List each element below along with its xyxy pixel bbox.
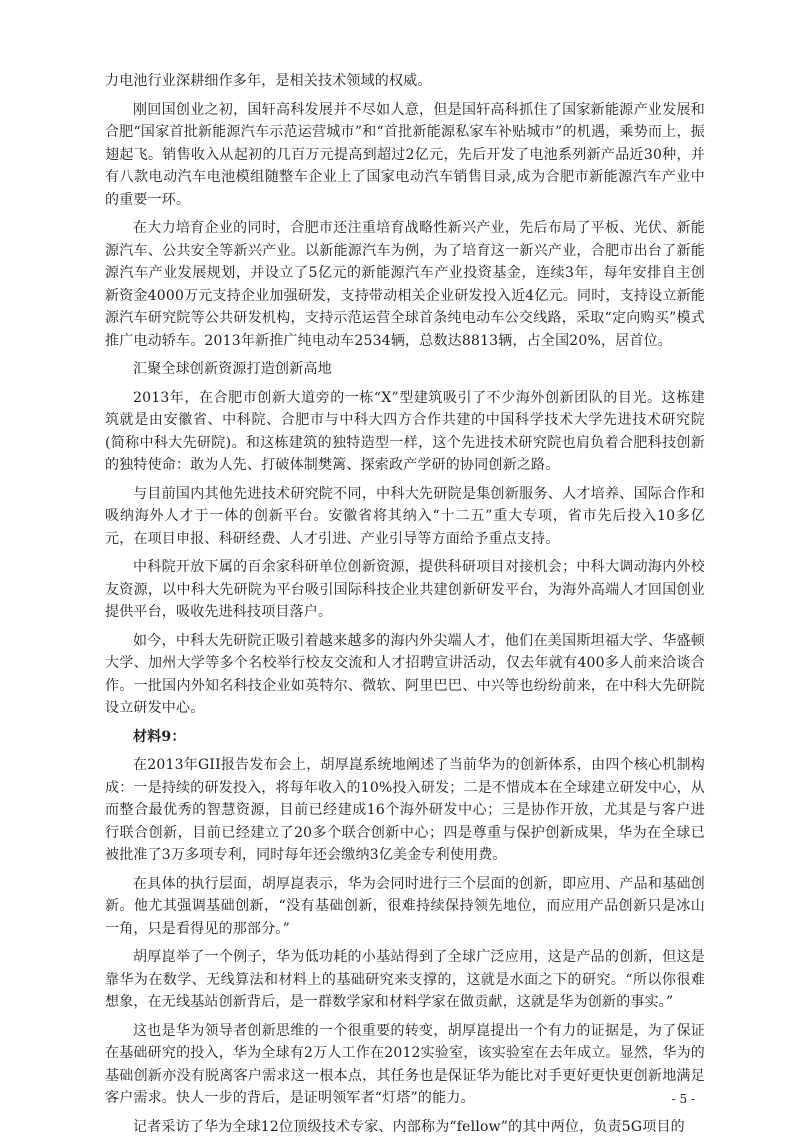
paragraph: 中科院开放下属的百余家科研单位创新资源，提供科研项目对接机会；中科大调动海内外校友资源，以中科大先研院为平台吸引国际科技企业共建创新研发平台，为海外高端人才回国创业提供平台，吸收先进科技项目落户。 (105, 559, 705, 620)
paragraph: 刚回国创业之初，国轩高科发展并不尽如人意，但是国轩高科抓住了国家新能源产业发展和合肥“国家首批新能源汽车示范运营城市”和“首批新能源私家车补贴城市”的机遇，乘势而上，振翅起飞。销售收入从起初的几百万元提高到超过2亿元，先后开发了电池系列新产品近30种，并有八款电动汽车电池模组随整车企业上了国家电动汽车销售目录,成为合肥市新能源汽车产业中的重要一环。 (105, 101, 705, 208)
paragraph-continued: 力电池行业深耕细作多年，是相关技术领域的权威。 (105, 73, 432, 89)
paragraph: 这也是华为领导者创新思维的一个很重要的转变，胡厚崑提出一个有力的证据是，为了保证在基础研究的投入，华为全球有2万人工作在2012实验室，该实验室在去年成立。显然，华为的基础创新亦没有脱离客户需求这一根本点，其任务也是保证华为能比对手更好更快更创新地满足客户需求。快人一步的背后，是证明领军者“灯塔”的能力。 (105, 1022, 705, 1106)
paragraph: 在大力培育企业的同时，合肥市还注重培育战略性新兴产业，先后布局了平板、光伏、新能源汽车、公共安全等新兴产业。以新能源汽车为例，为了培育这一新兴产业，合肥市出台了新能源汽车产业发展规划，并设立了5亿元的新能源汽车产业投资基金，连续3年，每年安排自主创新资金4000万元支持企业加强研发，支持带动相关企业研发投入近4亿元。同时，支持设立新能源汽车研究院等公共研发机构，支持示范运营全球首条纯电动车公交线路，采取“定向购买”模式推广电动轿车。2013年新推广纯电动车2534辆，总数达8813辆，占全国20%，居首位。 (105, 220, 705, 349)
page-number: - 5 - (671, 1092, 695, 1106)
material-heading: 材料9： (133, 728, 186, 745)
paragraph: 记者采访了华为全球12位顶级技术专家、内部称为“fellow”的其中两位，负责5G项目的 (133, 1118, 685, 1135)
paragraph: 在2013年GII报告发布会上，胡厚崑系统地阐述了当前华为的创新体系，由四个核心机制构成：一是持续的研发投入，将每年收入的10%投入研发；二是不惜成本在全球建立研发中心，从而整合最优秀的智慧资源，目前已经建成16个海外研发中心；三是协作开放，尤其是与客户进行联合创新，目前已经建立了20多个联合创新中心；四是尊重与保护创新成果，华为在全球已被批准了3万多项专利，同时每年还会缴纳3亿美金专利使用费。 (105, 757, 705, 863)
paragraph: 胡厚崑举了一个例子，华为低功耗的小基站得到了全球广泛应用，这是产品的创新，但这是靠华为在数学、无线算法和材料上的基础研究来支撑的，这就是水面之下的研究。“所以你很难想象，在无线基站创新背后，是一群数学家和材料学家在做贡献，这就是华为创新的事实。” (105, 949, 705, 1010)
section-subheading: 汇聚全球创新资源打造创新高地 (133, 361, 332, 377)
paragraph: 2013年，在合肥市创新大道旁的一栋“X”型建筑吸引了不少海外创新团队的目光。这栋建筑就是由安徽省、中科院、合肥市与中科大四方合作共建的中国科学技术大学先进技术研究院(简称中科大先研院)。和这栋建筑的独特造型一样，这个先进技术研究院也肩负着合肥科技创新的独特使命：敢为人先、打破体制樊篱、探索政产学研的协同创新之路。 (105, 389, 705, 473)
paragraph: 与目前国内其他先进技术研究院不同，中科大先研院是集创新服务、人才培养、国际合作和吸纳海外人才于一体的创新平台。安徽省将其纳入“十二五”重大专项，省市先后投入10多亿元，在项目申报、科研经费、人才引进、产业引导等方面给予重点支持。 (105, 485, 705, 547)
document-body (105, 70, 705, 1144)
paragraph: 在具体的执行层面，胡厚崑表示，华为会同时进行三个层面的创新，即应用、产品和基础创新。他尤其强调基础创新，“没有基础创新，很难持续保持领先地位，而应用产品创新只是冰山一角，只是看得见的那部分。” (105, 875, 705, 937)
paragraph: 如今，中科大先研院正吸引着越来越多的海内外尖端人才，他们在美国斯坦福大学、华盛顿大学、加州大学等多个名校举行校友交流和人才招聘宣讲活动，仅去年就有400多人前来洽谈合作。一批国内外知名科技企业如英特尔、微软、阿里巴巴、中兴等也纷纷前来，在中科大先研院设立研发中心。 (105, 632, 705, 716)
